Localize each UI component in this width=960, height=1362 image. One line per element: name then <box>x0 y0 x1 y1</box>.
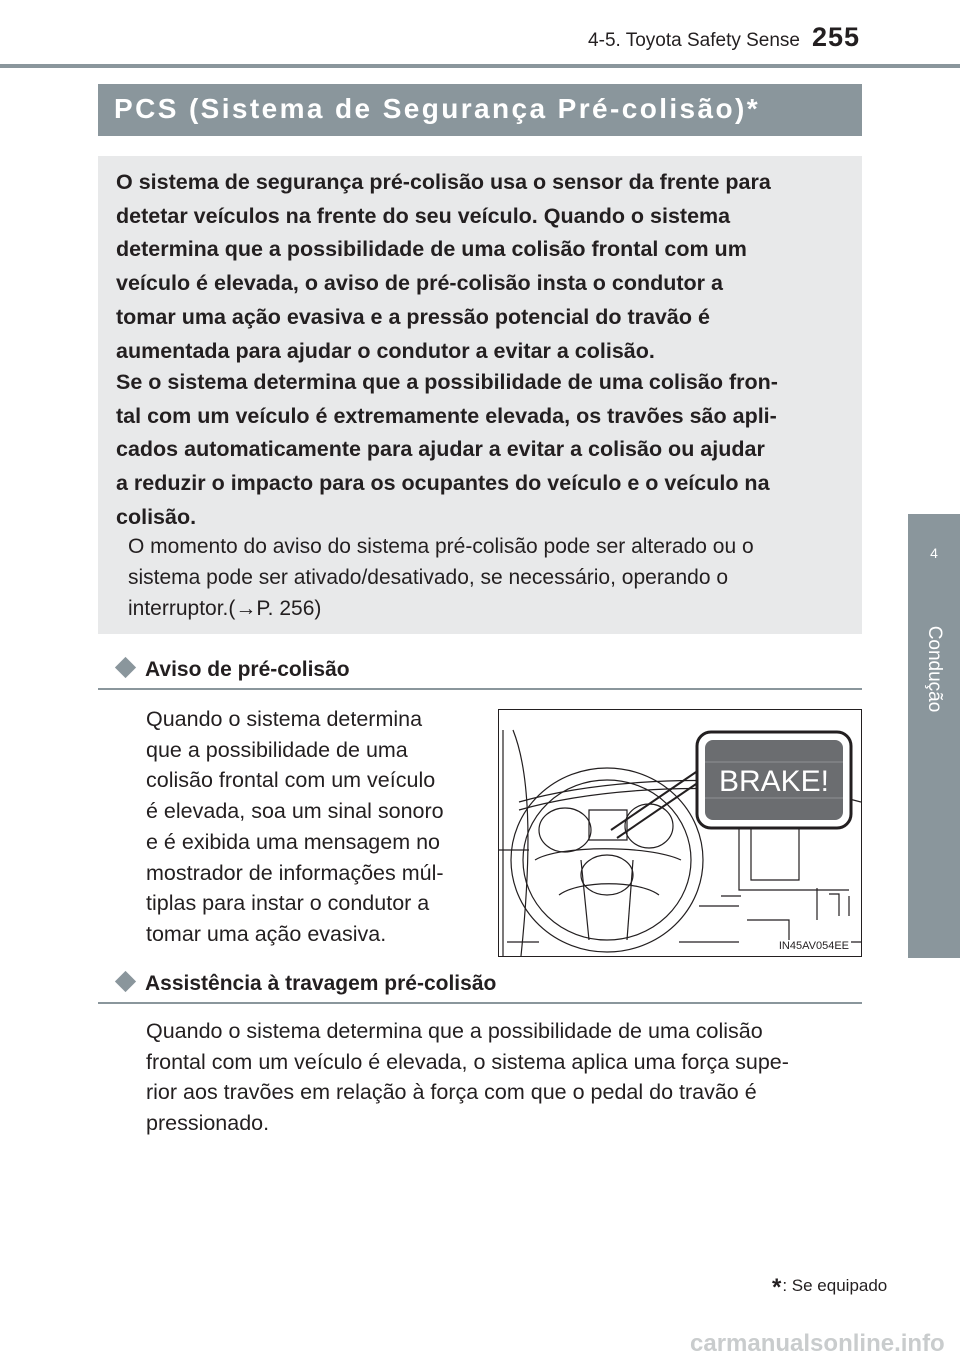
warning-description <box>146 704 476 950</box>
text-line: Se o sistema determina que a possibilidade de uma colisão fron- <box>116 370 778 394</box>
dashboard-illustration <box>498 709 862 957</box>
subsection-divider <box>98 688 862 690</box>
watermark: carmanualsonline.info <box>690 1330 945 1357</box>
diamond-bullet-icon <box>115 657 136 678</box>
text-line: tal com um veículo é extremamente elevada, os travões são apli- <box>116 403 777 428</box>
text-line: rior aos travões em relação à força com que o pedal do travão é <box>146 1080 757 1105</box>
intro-paragraph-2 <box>116 366 846 535</box>
text-line: O momento do aviso do sistema pré-colisão pode ser alterado ou o <box>128 535 754 558</box>
text-line: Quando o sistema determina que a possibilidade de uma colisão <box>146 1019 763 1043</box>
header-section-title: 4-5. Toyota Safety Sense <box>588 30 800 51</box>
subsection-heading-text: Assistência à travagem pré-colisão <box>145 972 497 995</box>
text-line: colisão frontal com um veículo <box>146 768 436 793</box>
section-title: PCS (Sistema de Segurança Pré-colisão)* <box>114 93 761 124</box>
figure-code: IN45AV054EE <box>778 940 849 952</box>
subsection-heading-text: Aviso de pré-colisão <box>145 658 350 681</box>
page-number: 255 <box>812 22 861 52</box>
subsection-heading-warning <box>118 658 350 682</box>
text-line: tomar uma ação evasiva e a pressão potencial do travão é <box>116 304 710 329</box>
text-line: aumentada para ajudar o condutor a evitar a colisão. <box>116 338 655 363</box>
text-line: determina que a possibilidade de uma colisão frontal com um <box>116 237 747 262</box>
chapter-number: 4 <box>930 545 938 561</box>
footnote-text: : Se equipado <box>782 1276 888 1295</box>
text-line: veículo é elevada, o aviso de pré-colisão insta o condutor a <box>116 271 723 296</box>
diamond-bullet-icon <box>115 971 136 992</box>
text-line: a reduzir o impacto para os ocupantes do veículo e o veículo na <box>116 471 770 496</box>
text-line: frontal com um veículo é elevada, o sistema aplica uma força supe- <box>146 1049 789 1074</box>
text-line: é elevada, soa um sinal sonoro <box>146 799 444 824</box>
section-title-bar <box>98 84 862 136</box>
text-line: sistema pode ser ativado/desativado, se necessário, operando o <box>128 566 729 589</box>
text-line: O sistema de segurança pré-colisão usa o sensor da frente para <box>116 170 771 194</box>
text-line: colisão. <box>116 504 197 529</box>
text-line: e é exibida uma mensagem no <box>146 829 441 854</box>
header-divider <box>0 64 960 68</box>
text-line: cados automaticamente para ajudar a evitar a colisão ou ajudar <box>116 437 765 462</box>
asterisk-icon: * <box>772 1274 782 1301</box>
subsection-heading-brake-assist <box>118 972 496 996</box>
text-line: Quando o sistema determina <box>146 707 423 731</box>
chapter-label: Condução <box>924 625 945 713</box>
footnote <box>772 1270 888 1301</box>
brake-assist-description <box>146 1016 854 1139</box>
intro-box <box>98 156 862 634</box>
text-line: detetar veículos na frente do seu veículo. Quando o sistema <box>116 203 731 228</box>
text-line: mostrador de informações múl- <box>146 860 444 885</box>
text-line: tomar uma ação evasiva. <box>146 921 387 946</box>
intro-paragraph-1 <box>116 166 846 368</box>
text-line: pressionado. <box>146 1111 270 1136</box>
intro-note <box>128 531 838 624</box>
dashboard-drawing <box>499 710 861 956</box>
text-line: interruptor.(→P. 256) <box>128 597 322 620</box>
brake-warning-text: BRAKE! <box>718 765 830 798</box>
text-line: que a possibilidade de uma <box>146 737 408 762</box>
subsection-divider <box>98 1002 862 1004</box>
text-line: tiplas para instar o condutor a <box>146 891 430 916</box>
